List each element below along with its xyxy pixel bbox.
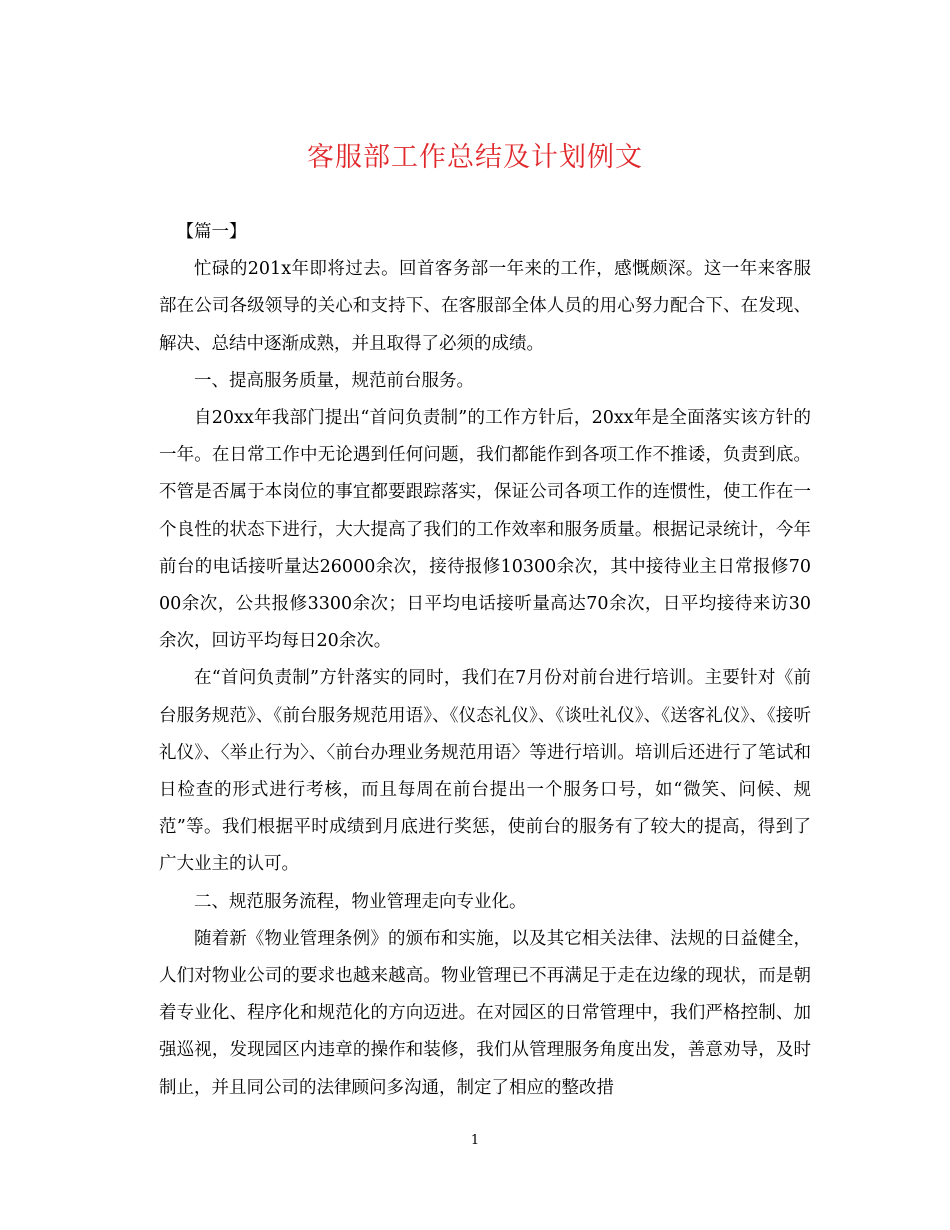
heading-improve-service-quality: 一、提高服务质量，规范前台服务。: [194, 370, 474, 391]
section-label: 【篇一】: [176, 222, 247, 242]
paragraph-intro: 忙碌的201x年即将过去。回首客务部一年来的工作，感慨颇深。这一年来客服部在公司各级领导的关心和支持下、在客服部全体人员的用心努力配合下、在发现、解决、总结中逐渐成熟，并且取得了必须的成绩。: [159, 259, 811, 354]
paragraph-property-management: 随着新《物业管理条例》的颁布和实施，以及其它相关法律、法规的日益健全，人们对物业公司的要求也越来越高。物业管理已不再满足于走在边缘的现状，而是朝着专业化、程序化和规范化的方向迈进。在对园区的日常管理中，我们严格控制、加强巡视，发现园区内违章的操作和装修，我们从管理服务角度出发，善意劝导，及时制止，并且同公司的法律顾问多沟通，制定了相应的整改措: [159, 928, 811, 1098]
document-body: [159, 214, 811, 1107]
page-number: 1: [470, 1133, 480, 1148]
paragraph-front-desk-training: 在“首问负责制”方针落实的同时，我们在7月份对前台进行培训。主要针对《前台服务规范》、《前台服务规范用语》、《仪态礼仪》、《谈吐礼仪》、《送客礼仪》、《接听礼仪》、〈举止行为〉、〈前台办理业务规范用语〉等进行培训。培训后还进行了笔试和日检查的形式进行考核，而且每周在前台提出一个服务口号，如“微笑、问候、规范”等。我们根据平时成绩到月底进行奖惩，使前台的服务有了较大的提高，得到了广大业主的认可。: [159, 668, 811, 875]
heading-standardize-service-process: 二、规范服务流程，物业管理走向专业化。: [194, 891, 527, 912]
document-title: 客服部工作总结及计划例文: [307, 142, 643, 173]
paragraph-first-responsibility: 自20xx年我部门提出“首问负责制”的工作方针后，20xx年是全面落实该方针的一年。在日常工作中无论遇到任何问题，我们都能作到各项工作不推诿，负责到底。不管是否属于本岗位的事宜都要跟踪落实，保证公司各项工作的连惯性，使工作在一个良性的状态下进行，大大提高了我们的工作效率和服务质量。根据记录统计，今年前台的电话接听量达26000余次，接待报修10300余次，其中接待业主日常报修7000余次，公共报修3300余次；日平均电话接听量高达70余次，日平均接待来访30余次，回访平均每日20余次。: [159, 408, 811, 652]
